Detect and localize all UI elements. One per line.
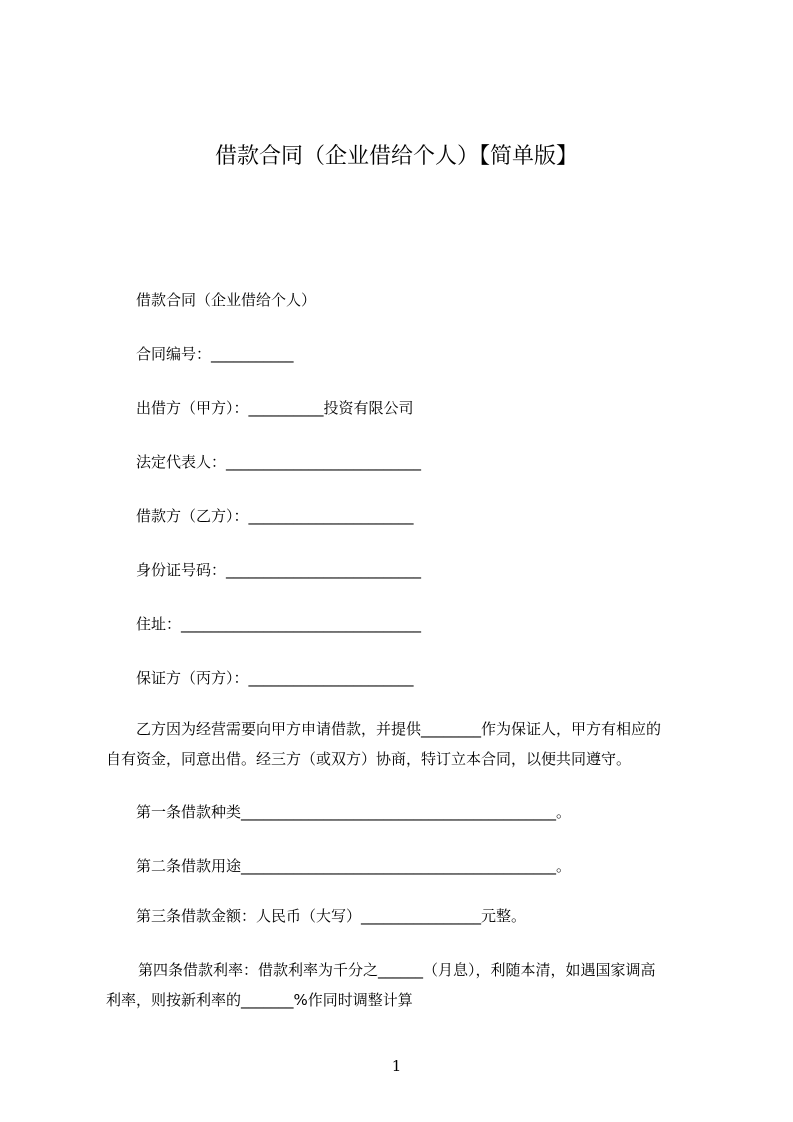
contract-subtitle: 借款合同（企业借给个人） (136, 291, 317, 309)
preamble-line-2: 自有资金，同意出借。经三方（或双方）协商，特订立本合同，以便共同遵守。 (106, 750, 632, 768)
article-3: 第三条借款金额：人民币（大写）________________元整。 (136, 907, 527, 925)
document-title: 借款合同（企业借给个人）【简单版】 (214, 144, 578, 169)
page-number: 1 (391, 1057, 402, 1075)
legal-representative-field: 法定代表人：__________________________ (136, 453, 422, 471)
article-4-line-1 (106, 955, 706, 985)
article-4-line-2: 利率，则按新利率的_______%作同时调整计算 (106, 991, 413, 1009)
borrower-field: 借款方（乙方）：______________________ (136, 507, 414, 525)
article-4-paragraph (106, 955, 706, 1015)
preamble-paragraph (106, 714, 706, 774)
preamble-line-1-text: 乙方因为经营需要向甲方申请借款，并提供________作为保证人，甲方有相应的 (136, 720, 662, 738)
guarantor-field: 保证方（丙方）：______________________ (136, 669, 414, 687)
lender-field: 出借方（甲方）：__________投资有限公司 (136, 399, 414, 417)
article-2: 第二条借款用途__________________________________________。 (136, 857, 572, 875)
preamble-line-1 (106, 714, 706, 744)
id-number-field: 身份证号码：__________________________ (136, 561, 422, 579)
contract-number-field: 合同编号：___________ (136, 345, 294, 363)
article-4-line-1-text: 第四条借款利率：借款利率为千分之______（月息），利随本清，如遇国家调高 (138, 961, 656, 979)
address-field: 住址：________________________________ (136, 615, 422, 633)
article-1: 第一条借款种类__________________________________________。 (136, 803, 572, 821)
